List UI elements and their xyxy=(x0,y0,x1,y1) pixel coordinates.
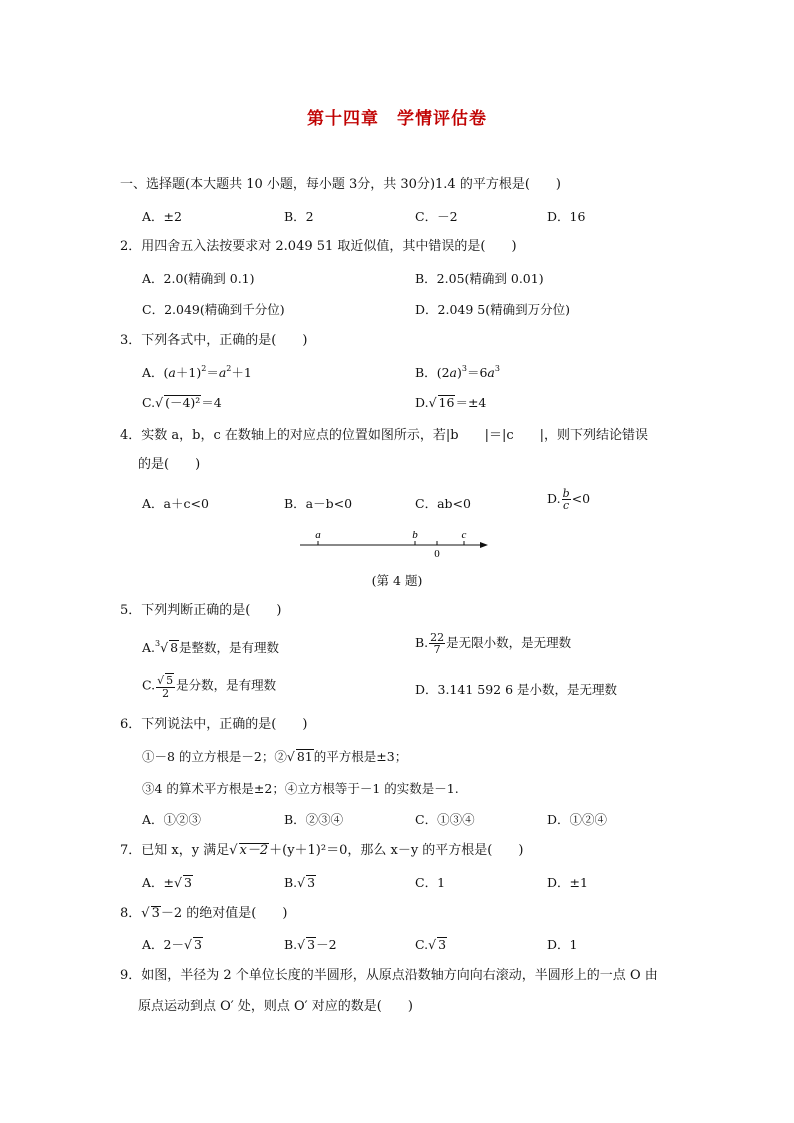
q6-statement-line-2: ③4 的算术平方根是±2；④立方根等于－1 的实数是－1. xyxy=(142,781,459,796)
q7-stem-b: ＋(y＋1)²＝0，那么 x－y 的平方根是( ) xyxy=(269,843,524,858)
question-1-stem: 一、选择题(本大题共 10 小题，每小题 3分，共 30分)1.4 的平方根是( ) xyxy=(120,177,561,192)
q5-option-a: A.$^3$√ 8是整数，是有理数 xyxy=(142,639,280,655)
q4-option-a: A．a＋c<0 xyxy=(142,496,209,511)
q5-c-num: 5 xyxy=(166,674,174,687)
q7-option-d: D．±1 xyxy=(547,875,588,890)
q8-radicand: 3 xyxy=(151,906,160,921)
q3-b-rhs: ＝6 xyxy=(466,365,488,380)
question-4-stem: 4．实数 a，b，c 在数轴上的对应点的位置如图所示，若|b |＝|c |，则下列结论错误 xyxy=(120,428,649,443)
q4-option-d xyxy=(547,488,590,511)
q4-d-prefix: D. xyxy=(547,491,561,506)
q5-a-radicand: 8 xyxy=(170,640,179,655)
question-2-stem: 2．用四舍五入法按要求对 2.049 51 取近似值，其中错误的是( ) xyxy=(120,239,517,254)
q6-option-a: A．①②③ xyxy=(142,812,202,827)
question-7-stem: 7．已知 x，y 满足√ x－2＋(y＋1)²＝0，那么 x－y 的平方根是( ) xyxy=(120,843,524,858)
number-line-figure xyxy=(298,526,498,562)
q1-option-a: A．±2 xyxy=(142,209,182,224)
q6-option-d: D．①②④ xyxy=(547,812,608,827)
q3-d-rhs: ＝±4 xyxy=(455,395,487,410)
q8-c-radicand: 3 xyxy=(438,937,447,952)
q3-c-rhs: ＝4 xyxy=(201,395,222,410)
q3-d-prefix: D. xyxy=(415,395,429,410)
q3-option-a: A．$(a+1)^2=a^2+1$ xyxy=(142,364,252,380)
q8-a-prefix: A．2－ xyxy=(142,937,184,952)
q5-c-fraction xyxy=(156,673,175,699)
q8-b-suffix: －2 xyxy=(316,937,337,952)
q4-d-suffix: <0 xyxy=(571,491,591,506)
q2-option-d: D．2.049 5(精确到万分位) xyxy=(415,302,570,317)
q8-b-radicand: 3 xyxy=(307,937,316,952)
q5-a-prefix: A. xyxy=(142,640,156,655)
q8-option-a: A．2－√ 3 xyxy=(142,937,202,952)
q5-a-index: 3 xyxy=(155,639,161,648)
q3-c-radicand: (－4)² xyxy=(165,395,201,410)
q5-b-den: 7 xyxy=(433,643,441,656)
q7-option-a: A．±√ 3 xyxy=(142,875,192,890)
q5-c-prefix: C. xyxy=(142,677,156,693)
q8-c-prefix: C. xyxy=(415,937,429,952)
q5-b-prefix: B. xyxy=(415,635,429,650)
q6-option-c: C．①③④ xyxy=(415,812,475,827)
q2-option-b: B．2.05(精确到 0.01) xyxy=(415,271,544,286)
q5-c-den: 2 xyxy=(162,687,170,700)
q1-option-c: C．－2 xyxy=(415,209,458,224)
q8-stem-text: －2 的绝对值是( ) xyxy=(160,906,288,921)
q8-b-prefix: B. xyxy=(284,937,298,952)
q3-option-d: D.√ 16＝±4 xyxy=(415,395,487,410)
q4-d-fraction xyxy=(562,488,571,511)
q5-option-c xyxy=(142,673,276,699)
page-title: 第十四章 学情评估卷 xyxy=(307,109,487,129)
question-9-stem-cont: 原点运动到点 O′ 处，则点 O′ 对应的数是( ) xyxy=(138,999,413,1014)
q5-b-num: 22 xyxy=(430,631,445,644)
question-4-stem-cont: 的是( ) xyxy=(138,457,201,472)
q3-a-prefix: A． xyxy=(142,365,164,380)
q3-a-rhs: ＋1 xyxy=(231,365,252,380)
q7-b-prefix: B. xyxy=(284,875,298,890)
q7-option-b: B.√ 3 xyxy=(284,875,316,890)
q6-statement-line-1: ①－8 的立方根是－2；②√ 81的平方根是±3； xyxy=(142,749,408,764)
q3-option-b: B．$(2a)^3=6a^3$ xyxy=(415,364,500,380)
question-3-stem: 3．下列各式中，正确的是( ) xyxy=(120,333,308,348)
q5-a-text: 是整数，是有理数 xyxy=(179,640,280,655)
q6-option-b: B．②③④ xyxy=(284,812,344,827)
figure-4-caption: (第 4 题) xyxy=(371,573,423,588)
q2-option-c: C．2.049(精确到千分位) xyxy=(142,302,285,317)
question-8-stem: 8．√ 3－2 的绝对值是( ) xyxy=(120,906,288,921)
q8-option-c: C.√ 3 xyxy=(415,937,447,952)
q7-stem-a: 7．已知 x，y 满足 xyxy=(120,843,230,858)
q8-option-d: D．1 xyxy=(547,937,578,952)
q4-d-den: c xyxy=(563,499,570,512)
q5-option-b xyxy=(415,632,571,655)
question-5-stem: 5．下列判断正确的是( ) xyxy=(120,603,282,618)
q5-c-num-wrap: √ 5 xyxy=(157,674,174,687)
q1-option-d: D．16 xyxy=(547,209,586,224)
q4-option-b: B．a－b<0 xyxy=(284,496,353,511)
number-line-arrow xyxy=(480,542,488,548)
point-label-c: c xyxy=(461,529,467,541)
q6-line1-b: 的平方根是±3； xyxy=(313,749,408,764)
q6-line1-radicand: 81 xyxy=(296,749,313,764)
q7-a-radicand: 3 xyxy=(183,875,192,890)
q5-c-text: 是分数，是有理数 xyxy=(176,677,277,693)
q8-a-radicand: 3 xyxy=(193,937,202,952)
origin-label: 0 xyxy=(434,548,440,560)
q3-b-prefix: B． xyxy=(415,365,437,380)
q5-option-d: D．3.141 592 6 是小数，是无理数 xyxy=(415,682,618,697)
q5-b-fraction xyxy=(429,632,445,655)
q4-option-c: C．ab<0 xyxy=(415,496,471,511)
q7-a-prefix: A．± xyxy=(142,875,175,890)
question-9-stem: 9．如图，半径为 2 个单位长度的半圆形，从原点沿数轴方向向右滚动，半圆形上的一点 O 由 xyxy=(120,968,658,983)
q8-option-b: B.√ 3－2 xyxy=(284,937,337,952)
q3-d-radicand: 16 xyxy=(438,395,455,410)
q6-line1-a: ①－8 的立方根是－2；② xyxy=(142,749,287,764)
question-6-stem: 6．下列说法中，正确的是( ) xyxy=(120,717,308,732)
q1-option-b: B．2 xyxy=(284,209,314,224)
q3-c-prefix: C. xyxy=(142,395,156,410)
q7-b-radicand: 3 xyxy=(307,875,316,890)
q2-option-a: A．2.0(精确到 0.1) xyxy=(142,271,255,286)
q5-b-text: 是无限小数，是无理数 xyxy=(446,635,572,650)
q3-option-c: C.√ (－4)²＝4 xyxy=(142,395,222,410)
point-label-b: b xyxy=(412,529,418,541)
q7-option-c: C．1 xyxy=(415,875,446,890)
q7-radicand: x－2 xyxy=(239,843,269,858)
q4-d-num: b xyxy=(562,487,570,500)
point-label-a: a xyxy=(315,529,321,541)
